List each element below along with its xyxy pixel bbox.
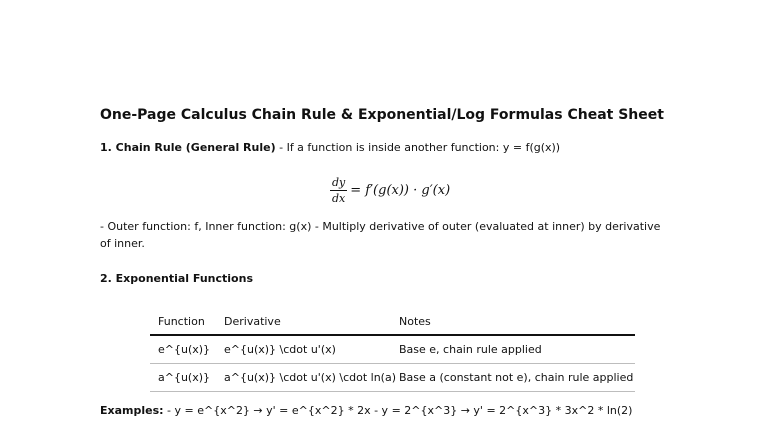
table-header-cell: Derivative (224, 315, 281, 328)
table-cell: Base a (constant not e), chain rule applied (399, 371, 634, 384)
chain-rule-heading: 1. Chain Rule (General Rule) (100, 141, 276, 154)
table-row (150, 336, 635, 364)
table-cell: a^{u(x)} \cdot u'(x) \cdot ln(a) (224, 371, 397, 384)
table-header-cell: Function (158, 315, 205, 328)
examples-label: Examples: (100, 404, 164, 417)
fraction-denominator: dx (332, 191, 346, 205)
table-cell: a^{u(x)} (158, 371, 211, 384)
table-header-row (150, 309, 635, 336)
chain-rule-line (100, 141, 560, 154)
examples-text: - y = e^{x^2} → y' = e^{x^2} * 2x - y = 2^{x^3} → y' = 2^{x^3} * 3x^2 * ln(2) (163, 404, 633, 417)
examples-line (100, 404, 632, 417)
table-header-cell: Notes (399, 315, 431, 328)
table-cell: Base e, chain rule applied (399, 343, 542, 356)
formula-rhs: = f′(g(x)) · g′(x) (350, 182, 451, 198)
table-cell: e^{u(x)} \cdot u'(x) (224, 343, 336, 356)
chain-rule-intro: - If a function is inside another function: y = f(g(x)) (275, 141, 561, 154)
fraction-numerator: dy (332, 175, 346, 189)
exponential-heading-line (100, 272, 253, 285)
table-row (150, 364, 635, 392)
table-cell: e^{u(x)} (158, 343, 211, 356)
chain-rule-description: - Outer function: f, Inner function: g(x) - Multiply derivative of outer (evaluated at inner) by derivative of inner. (100, 220, 661, 250)
exponential-heading: 2. Exponential Functions (100, 272, 253, 285)
derivative-fraction (330, 176, 347, 205)
exponential-table (150, 309, 635, 392)
chain-rule-formula (330, 172, 450, 208)
page-title: One-Page Calculus Chain Rule & Exponential/Log Formulas Cheat Sheet (100, 107, 664, 123)
